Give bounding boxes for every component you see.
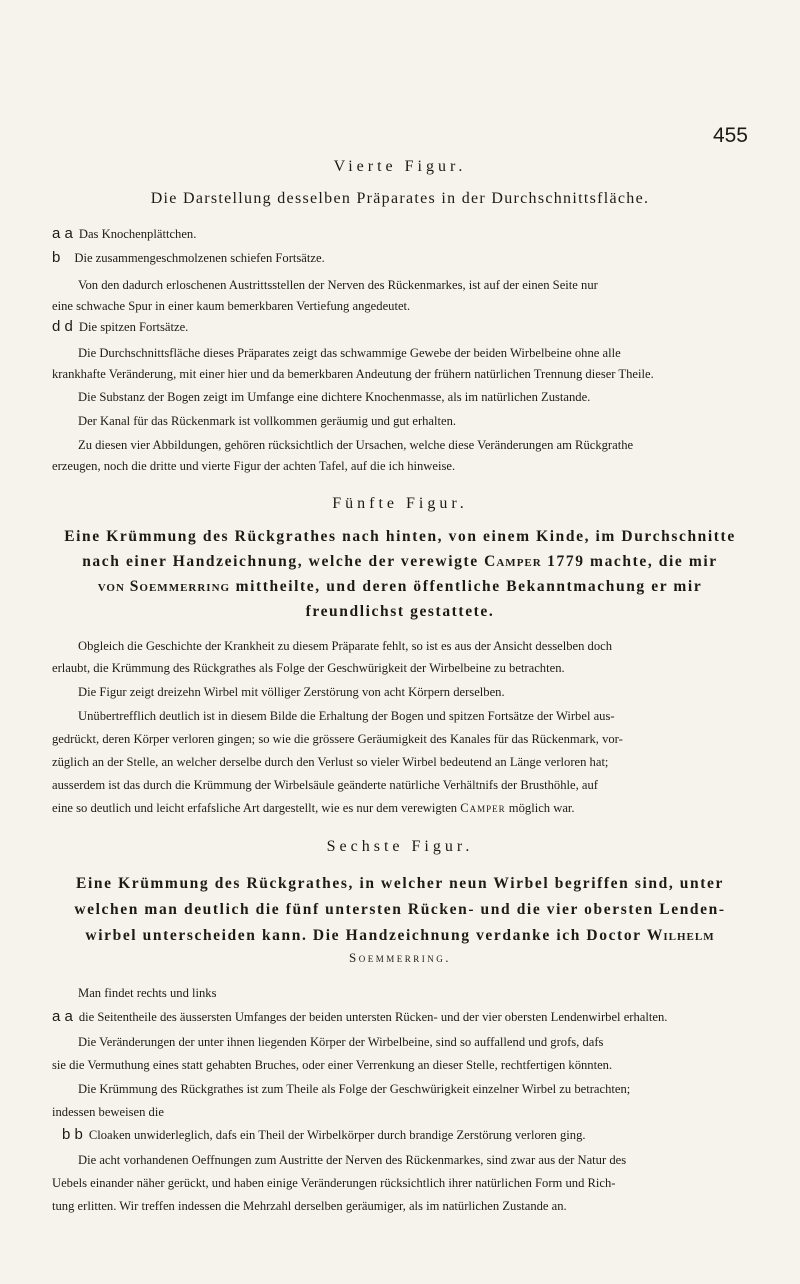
legend-text: Die zusammengeschmolzenen schiefen Fortsätze. <box>74 251 325 265</box>
section-title-line: welchen man deutlich die fünf untersten Rücken- und die vier obersten Lenden- <box>74 901 726 918</box>
legend-mark: a a <box>52 225 73 242</box>
person-name: Wilhelm <box>646 927 715 944</box>
section-title-line <box>0 950 800 966</box>
legend-item-aa <box>52 226 748 242</box>
section-title-line <box>0 553 800 571</box>
paragraph-line: züglich an der Stelle, an welcher derselbe durch den Verlust so vieler Wirbel bedeutend an Länge verloren hat; <box>52 755 609 769</box>
paragraph-line <box>52 800 748 816</box>
paragraph-line: krankhafte Veränderung, mit einer hier und da bemerkbaren Andeutung der frühern natürlichen Trennung dieser Theile. <box>52 367 654 381</box>
legend-item-bb <box>62 1127 748 1143</box>
title-text: mittheilte, und deren öffentliche Bekanntmachung er mir <box>230 578 703 595</box>
paragraph-line: Die Substanz der Bogen zeigt im Umfange eine dichtere Knochenmasse, als im natürlichen Zustande. <box>78 390 591 404</box>
paragraph-line: Die Durchschnittsfläche dieses Präparates zeigt das schwammige Gewebe der beiden Wirbelbeine ohne alle <box>78 346 621 360</box>
legend-text: Cloaken unwiderleglich, dafs ein Theil der Wirbelkörper durch brandige Zerstörung verloren ging. <box>88 1128 586 1142</box>
paragraph-line: indessen beweisen die <box>52 1105 164 1119</box>
paragraph-line: Die Veränderungen der unter ihnen liegenden Körper der Wirbelbeine, sind so auffallend und grofs, dafs <box>78 1035 604 1049</box>
legend-text: Die spitzen Fortsätze. <box>78 320 189 334</box>
section-title-line: freundlichst gestattete. <box>305 603 495 620</box>
paragraph-line: Man findet rechts und links <box>78 986 217 1000</box>
paragraph-line: erlaubt, die Krümmung des Rückgrathes als Folge der Geschwürigkeit der Wirbelbeine zu betrachten. <box>52 661 565 675</box>
person-name: Camper <box>460 801 506 815</box>
paragraph-line: Der Kanal für das Rückenmark ist vollkommen geräumig und gut erhalten. <box>78 414 457 428</box>
paragraph-line: Die acht vorhandenen Oeffnungen zum Austritte der Nerven des Rückenmarkes, sind zwar aus der Natur des <box>78 1153 627 1167</box>
paragraph-line: sie die Vermuthung eines statt gehabten Bruches, oder einer Verrenkung an dieser Stelle, rechtfertigen könnten. <box>52 1058 613 1072</box>
paragraph-line: erzeugen, noch die dritte und vierte Figur der achten Tafel, auf die ich hinweise. <box>52 459 456 473</box>
legend-item-b <box>52 250 748 266</box>
legend-text: die Seitentheile des äussersten Umfanges der beiden untersten Rücken- und der vier obersten Lendenwirbel erhalten. <box>78 1010 668 1024</box>
section-title-line: Eine Krümmung des Rückgrathes nach hinten, von einem Kinde, im Durchschnitte <box>64 528 736 545</box>
paragraph-line: ausserdem ist das durch die Krümmung der Wirbelsäule geänderte natürliche Verhältnifs der Brusthöhle, auf <box>52 778 598 792</box>
section-heading-sechste-figur: Sechste Figur. <box>326 838 474 855</box>
legend-mark: d d <box>52 318 73 335</box>
paragraph-line: Die Figur zeigt dreizehn Wirbel mit völliger Zerstörung von acht Körpern derselben. <box>78 685 505 699</box>
person-name: Camper <box>484 553 542 570</box>
section-title-line <box>0 927 800 945</box>
person-name: Soemmerring <box>129 578 231 595</box>
paragraph-line: Zu diesen vier Abbildungen, gehören rücksichtlich der Ursachen, welche diese Veränderungen am Rückgrathe <box>78 438 634 452</box>
paragraph-line: gedrückt, deren Körper verloren gingen; so wie die grössere Geräumigkeit des Kanales für das Rückenmark, vor- <box>52 732 623 746</box>
paragraph-line: Obgleich die Geschichte der Krankheit zu diesem Präparate fehlt, so ist es aus der Ansicht desselben doch <box>78 639 613 653</box>
section-heading-fuenfte-figur: Fünfte Figur. <box>332 495 468 512</box>
legend-mark: b b <box>62 1126 83 1143</box>
text-span: eine so deutlich und leicht erfafsliche Art dargestellt, wie es nur dem verewigten <box>52 801 461 815</box>
paragraph-line: tung erlitten. Wir treffen indessen die Mehrzahl derselben geräumiger, als im natürlichen Zustande an. <box>52 1199 567 1213</box>
legend-item-dd <box>52 319 748 335</box>
title-text: nach einer Handzeichnung, welche der verewigte <box>82 553 485 570</box>
legend-text: Das Knochenplättchen. <box>78 227 197 241</box>
section-heading-vierte-figur: Vierte Figur. <box>333 158 467 175</box>
title-text: 1779 machte, die mir <box>541 553 718 570</box>
legend-item-aa <box>52 1009 748 1025</box>
text-span: möglich war. <box>505 801 575 815</box>
paragraph-line: Die Krümmung des Rückgrathes ist zum Theile als Folge der Geschwürigkeit einzelner Wirbel zu betrachten; <box>78 1082 631 1096</box>
title-text: wirbel unterscheiden kann. Die Handzeichnung verdanke ich Doctor <box>85 927 647 944</box>
legend-mark: a a <box>52 1008 73 1025</box>
paragraph-line: Von den dadurch erloschenen Austrittsstellen der Nerven des Rückenmarkes, ist auf der einen Seite nur <box>78 278 598 292</box>
paragraph-line: eine schwache Spur in einer kaum bemerkbaren Vertiefung angedeutet. <box>52 299 411 313</box>
section-title-line: Eine Krümmung des Rückgrathes, in welcher neun Wirbel begriffen sind, unter <box>76 875 724 892</box>
person-name: Soemmerring. <box>349 950 451 965</box>
paragraph-line: Unübertrefflich deutlich ist in diesem Bilde die Erhaltung der Bogen und spitzen Fortsätze der Wirbel aus- <box>78 709 615 723</box>
section-title: Die Darstellung desselben Präparates in der Durchschnittsfläche. <box>150 190 650 207</box>
legend-mark: b <box>52 249 61 266</box>
paragraph-line: Uebels einander näher gerückt, und haben einige Veränderungen rücksichtlich ihrer natürlichen Form und Rich- <box>52 1176 616 1190</box>
page-number: 455 <box>712 124 748 147</box>
section-title-line <box>0 578 800 596</box>
title-text: von <box>97 578 130 595</box>
